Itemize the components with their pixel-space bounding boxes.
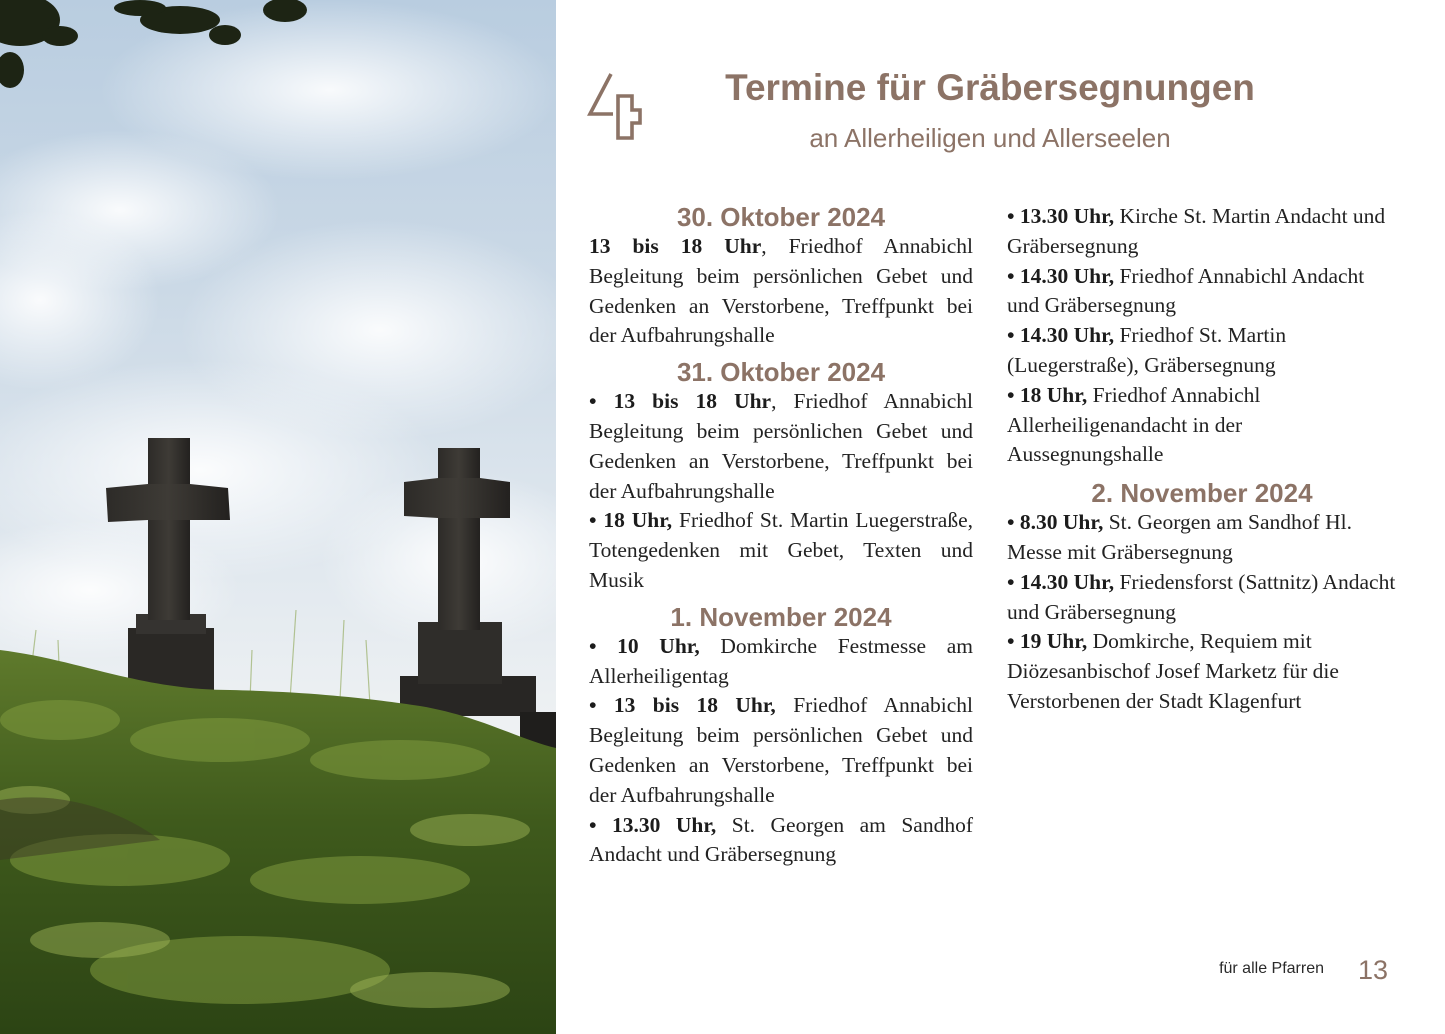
entry-bullet: • <box>1007 323 1020 348</box>
entry-time: 10 Uhr, <box>617 633 700 658</box>
schedule-entry <box>1007 321 1397 381</box>
entry-bullet-time <box>589 508 672 532</box>
entry-time: 18 Uhr, <box>603 508 673 533</box>
entry-bullet: • <box>589 389 614 414</box>
entry-text: Domkirche Festmesse am Allerheiligentag <box>589 633 973 688</box>
entry-time: 14.30 Uhr, <box>1019 569 1115 594</box>
entry-text: Friedhof Annabichl Begleitung beim persönlichen Gebet und Gedenken an Verstorbene, Treffpunkt bei der Aufbahrungshalle <box>589 693 973 807</box>
entry-time: 13 bis 18 Uhr <box>589 234 762 258</box>
schedule-entry <box>589 506 973 595</box>
entry-text: St. Georgen am Sandhof Hl. Messe mit Gräbersegnung <box>1007 510 1352 564</box>
schedule-entry <box>1007 568 1397 628</box>
entry-time: 13 bis 18 Uhr <box>613 389 772 414</box>
entry-bullet: • <box>1007 382 1020 407</box>
entry-bullet-time <box>1007 204 1114 228</box>
entry-bullet-time <box>589 634 700 658</box>
entry-bullet: • <box>589 508 604 533</box>
entry-text: , Friedhof Annabichl Begleitung beim persönlichen Gebet und Gedenken an Verstorbene, Treffpunkt bei der Aufbahrungshalle <box>589 234 973 348</box>
entry-time: 13.30 Uhr, <box>1019 204 1115 228</box>
day-heading-oct-30: 30. Oktober 2024 <box>676 202 886 232</box>
entry-bullet: • <box>1007 204 1020 228</box>
entry-bullet-time <box>1007 510 1103 534</box>
entry-text: Kirche St. Martin Andacht und Gräbersegnung <box>1007 204 1386 258</box>
schedule-entry <box>1007 627 1397 716</box>
entry-bullet: • <box>1007 629 1020 654</box>
entry-bullet-time <box>1007 570 1114 594</box>
entry-bullet: • <box>589 633 618 658</box>
entry-bullet-time <box>589 693 776 717</box>
day-heading-oct-31: 31. Oktober 2024 <box>676 357 886 388</box>
entry-bullet-time <box>589 389 771 413</box>
day-heading-nov-1: 1. November 2024 <box>670 601 892 632</box>
entry-text: Friedhof St. Martin (Luegerstraße), Gräbersegnung <box>1007 323 1287 377</box>
page-subtitle: an Allerheiligen und Allerseelen <box>809 123 1171 153</box>
entry-bullet-time <box>1007 264 1114 288</box>
schedule-entry <box>589 387 973 506</box>
entry-time: 13 bis 18 Uhr, <box>613 693 776 718</box>
entry-text: Friedhof Annabichl Allerheiligenandacht in der Aussegnungshalle <box>1007 382 1261 467</box>
schedule-entry <box>589 632 973 692</box>
entry-text: Friedhof St. Martin Luegerstraße, Totengedenken mit Gebet, Texten und Musik <box>589 508 973 592</box>
entry-time: 19 Uhr, <box>1019 629 1088 654</box>
entry-text: Domkirche, Requiem mit Diözesanbischof Josef Marketz für die Verstorbenen der Stadt Klagenfurt <box>1007 629 1339 713</box>
entry-time: 13.30 Uhr, <box>612 812 717 837</box>
entry-time: 18 Uhr, <box>1019 382 1088 407</box>
entry-text: Friedensforst (Sattnitz) Andacht und Gräbersegnung <box>1007 569 1396 624</box>
entry-bullet-time <box>1007 629 1087 653</box>
entry-bullet-time <box>589 813 716 837</box>
entry-bullet-time <box>1007 383 1087 407</box>
schedule-entry <box>589 811 973 871</box>
cemetery-crosses-image <box>0 0 556 1034</box>
footer-label: für alle Pfarren <box>1219 960 1324 977</box>
entry-text: St. Georgen am Sandhof Andacht und Gräbersegnung <box>589 812 974 867</box>
schedule-entry <box>1007 381 1397 470</box>
entry-bullet: • <box>1007 569 1020 594</box>
entry-text: Friedhof Annabichl Andacht und Gräbersegnung <box>1007 263 1365 318</box>
schedule-entry <box>589 232 973 351</box>
schedule-column-right <box>1007 202 1397 717</box>
schedule-entry <box>1007 202 1397 262</box>
schedule-entry <box>1007 262 1397 322</box>
entry-text: , Friedhof Annabichl Begleitung beim persönlichen Gebet und Gedenken an Verstorbene, Treffpunkt bei der Aufbahrungshalle <box>589 389 973 503</box>
entry-bullet: • <box>589 812 612 837</box>
entry-time: 14.30 Uhr, <box>1019 263 1115 288</box>
entry-time: 14.30 Uhr, <box>1019 323 1115 348</box>
entry-bullet-time <box>1007 323 1114 347</box>
entry-bullet: • <box>1007 263 1020 288</box>
entry-bullet: • <box>589 693 614 718</box>
schedule-entry <box>589 691 973 810</box>
schedule-entry <box>1007 508 1397 568</box>
entry-time: 8.30 Uhr, <box>1019 510 1104 535</box>
page-title: Termine für Gräbersegnungen <box>725 67 1255 108</box>
entry-bullet: • <box>1007 510 1020 535</box>
schedule-column-left <box>589 202 973 870</box>
page-number: 13 <box>1358 955 1389 985</box>
cemetery-photo <box>0 0 556 1034</box>
day-heading-nov-2: 2. November 2024 <box>1091 478 1313 509</box>
